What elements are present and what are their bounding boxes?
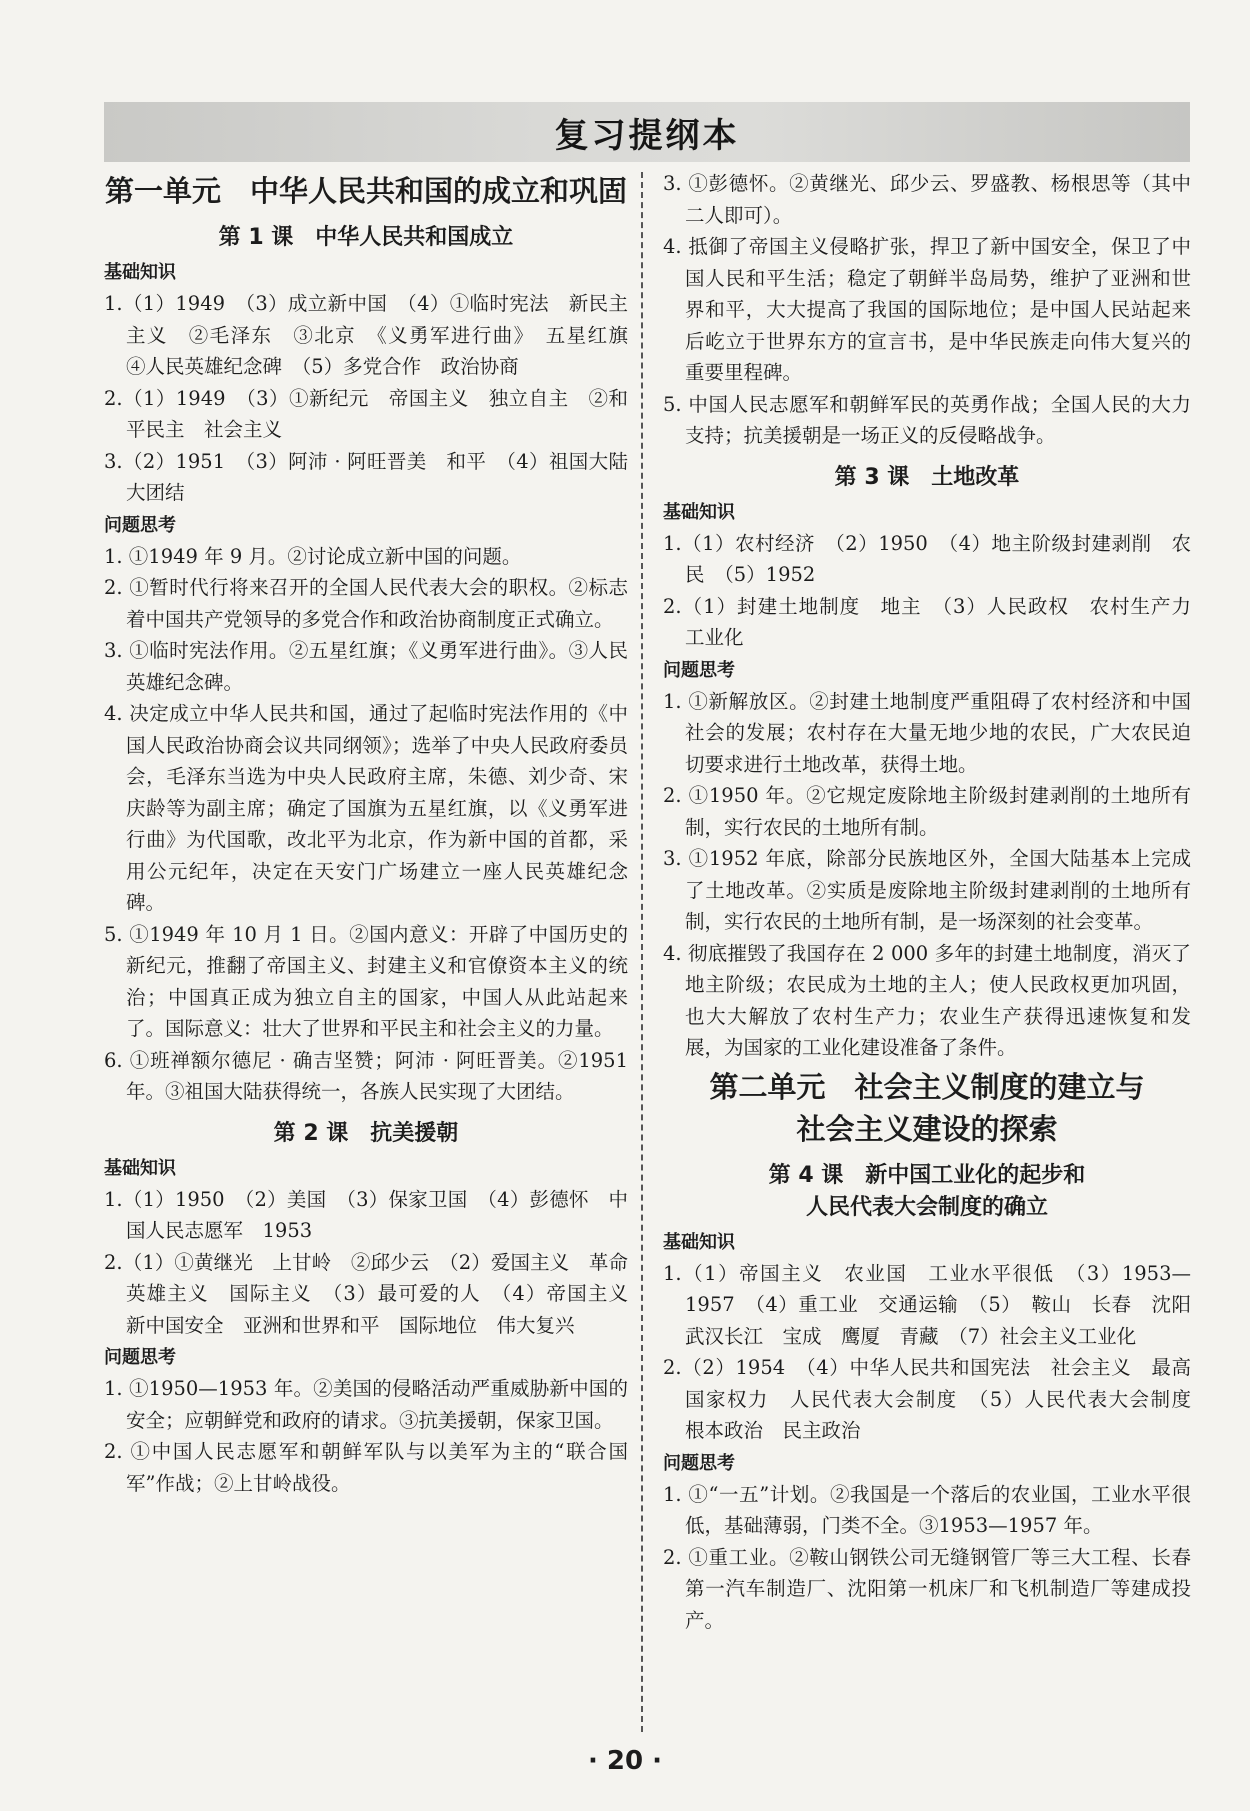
lesson3-think-item: 1. ①新解放区。②封建土地制度严重阻碍了农村经济和中国社会的发展；农村存在大量无地少地的农民，广大农民迫切要求进行土地改革，获得土地。 [663, 689, 1191, 776]
lesson3-think-item: 2. ①1950 年。②它规定废除地主阶级封建剥削的土地所有制，实行农民的土地所有制。 [663, 784, 1191, 839]
lesson1-basic-label: 基础知识 [104, 262, 176, 283]
lesson4-basic-label: 基础知识 [663, 1231, 735, 1253]
lesson2-basic-item: 1.（1）1950 （2）美国 （3）保家卫国 （4）彭德怀 中国人民志愿军 1953 [104, 1187, 628, 1242]
right-column [663, 168, 1211, 1636]
lesson4-think-item: 1. ①“一五”计划。②我国是一个落后的农业国，工业水平很低，基础薄弱，门类不全。③1953—1957 年。 [663, 1482, 1191, 1537]
unit1-title: 第一单元 中华人民共和国的成立和巩固 [104, 174, 627, 208]
lesson1-basic-item: 3.（2）1951 （3）阿沛 · 阿旺晋美 和平 （4）祖国大陆 大团结 [104, 449, 648, 504]
lesson3-think-item: 4. 彻底摧毁了我国存在 2 000 多年的封建土地制度，消灭了地主阶级；农民成为土地的主人；使人民政权更加巩固，也大大解放了农村生产力；农业生产获得迅速恢复和发展，为国家的工业化建设准备了条件。 [663, 941, 1191, 1059]
lesson2-think-item: 5. 中国人民志愿军和朝鲜军民的英勇作战；全国人民的大力支持；抗美援朝是一场正义的反侵略战争。 [663, 392, 1191, 447]
lesson4-title: 第 4 课 新中国工业化的起步和 人民代表大会制度的确立 [768, 1162, 1086, 1220]
column-divider [641, 172, 643, 1732]
lesson3-basic-label: 基础知识 [663, 501, 735, 523]
lesson1-think-item: 3. ①临时宪法作用。②五星红旗；《义勇军进行曲》。③人民英雄纪念碑。 [104, 639, 628, 694]
lesson1-title: 第 1 课 中华人民共和国成立 [218, 225, 514, 250]
lesson3-think-item: 3. ①1952 年底，除部分民族地区外，全国大陆基本上完成了土地改革。②实质是废除地主阶级封建剥削的土地所有制，实行农民的土地所有制，是一场深刻的社会变革。 [663, 847, 1191, 933]
lesson1-think-item: 4. 决定成立中华人民共和国，通过了起临时宪法作用的《中国人民政治协商会议共同纲领》；选举了中央人民政府委员会，毛泽东当选为中央人民政府主席，朱德、刘少奇、宋庆龄等为副主席；确定了国旗为五星红旗，以《义勇军进行曲》为代国歌，改北平为北京，作为新中国的首都，采用公元纪年，决定在天安门广场建立一座人民英雄纪念碑。 [104, 702, 628, 914]
lesson4-basic-item: 1.（1）帝国主义 农业国 工业水平很低 （3）1953—1957 （4）重工业 交通运输 （5） 鞍山 长春 沈阳 武汉长江 宝成 鹰厦 青藏 （7）社会主义工业化 [663, 1261, 1211, 1348]
lesson1-basic-item: 1.（1）1949 （3）成立新中国 （4）①临时宪法 新民主主义 ②毛泽东 ③北京 《义勇军进行曲》 五星红旗 ④人民英雄纪念碑 （5）多党合作 政治协商 [104, 292, 648, 378]
lesson2-think-item: 1. ①1950—1953 年。②美国的侵略活动严重威胁新中国的安全；应朝鲜党和政府的请求。③抗美援朝，保家卫国。 [104, 1377, 628, 1432]
lesson1-think-item: 6. ①班禅额尔德尼 · 确吉坚赞；阿沛 · 阿旺晋美。②1951 年。③祖国大陆获得统一，各族人民实现了大团结。 [104, 1048, 628, 1103]
lesson3-think-label: 问题思考 [663, 659, 735, 681]
lesson1-basic-item: 2.（1）1949 （3）①新纪元 帝国主义 独立自主 ②和平民主 社会主义 [104, 386, 628, 441]
lesson1-think-item: 1. ①1949 年 9 月。②讨论成立新中国的问题。 [104, 544, 522, 568]
lesson2-basic-label: 基础知识 [104, 1157, 176, 1179]
lesson3-basic-item: 2.（1）封建土地制度 地主 （3）人民政权 农村生产力 工业化 [663, 594, 1211, 649]
page-number: · 20 · [587, 1746, 663, 1776]
header-banner [104, 102, 1190, 162]
lesson1-think-item: 5. ①1949 年 10 月 1 日。②国内意义：开辟了中国历史的新纪元，推翻了帝国主义、封建主义和官僚资本主义的统治；中国真正成为独立自主的国家，中国人从此站起来了。国际意义：壮大了世界和平民主和社会主义的力量。 [104, 922, 628, 1040]
lesson4-think-label: 问题思考 [663, 1452, 735, 1474]
lesson2-think-item: 4. 抵御了帝国主义侵略扩张，捍卫了新中国安全，保卫了中国人民和平生活；稳定了朝鲜半岛局势，维护了亚洲和世界和平，大大提高了我国的国际地位；是中国人民站起来后屹立于世界东方的宣言书，是中华民族走向伟大复兴的重要里程碑。 [663, 235, 1191, 384]
lesson3-title: 第 3 课 土地改革 [834, 464, 1020, 490]
unit2-title: 第二单元 社会主义制度的建立与 社会主义建设的探索 [709, 1069, 1145, 1146]
lesson2-think-label: 问题思考 [104, 1347, 176, 1368]
lesson4-think-item: 2. ①重工业。②鞍山钢铁公司无缝钢管厂等三大工程、长春第一汽车制造厂、沈阳第一机床厂和飞机制造厂等建成投产。 [663, 1545, 1191, 1632]
lesson2-think-item: 2. ①中国人民志愿军和朝鲜军队与以美军为主的“联合国军”作战；②上甘岭战役。 [104, 1440, 628, 1495]
lesson2-title: 第 2 课 抗美援朝 [273, 1120, 459, 1146]
left-column [104, 168, 648, 1499]
lesson3-basic-item: 1.（1）农村经济 （2）1950 （4）地主阶级封建剥削 农民 （5）1952 [663, 531, 1191, 586]
lesson1-think-label: 问题思考 [104, 514, 176, 536]
banner-title: 复习提纲本 [554, 115, 740, 156]
lesson1-think-item: 2. ①暂时代行将来召开的全国人民代表大会的职权。②标志着中国共产党领导的多党合作和政治协商制度正式确立。 [104, 576, 628, 631]
lesson2-basic-item: 2.（1）①黄继光 上甘岭 ②邱少云 （2）爱国主义 革命英雄主义 国际主义 （3）最可爱的人 （4）帝国主义 新中国安全 亚洲和世界和平 国际地位 伟大复兴 [104, 1250, 648, 1337]
lesson4-basic-item: 2.（2）1954 （4）中华人民共和国宪法 社会主义 最高国家权力 人民代表大会制度 （5）人民代表大会制度 根本政治 民主政治 [663, 1356, 1211, 1442]
lesson2-think-item: 3. ①彭德怀。②黄继光、邱少云、罗盛教、杨根思等（其中二人即可）。 [663, 172, 1191, 227]
